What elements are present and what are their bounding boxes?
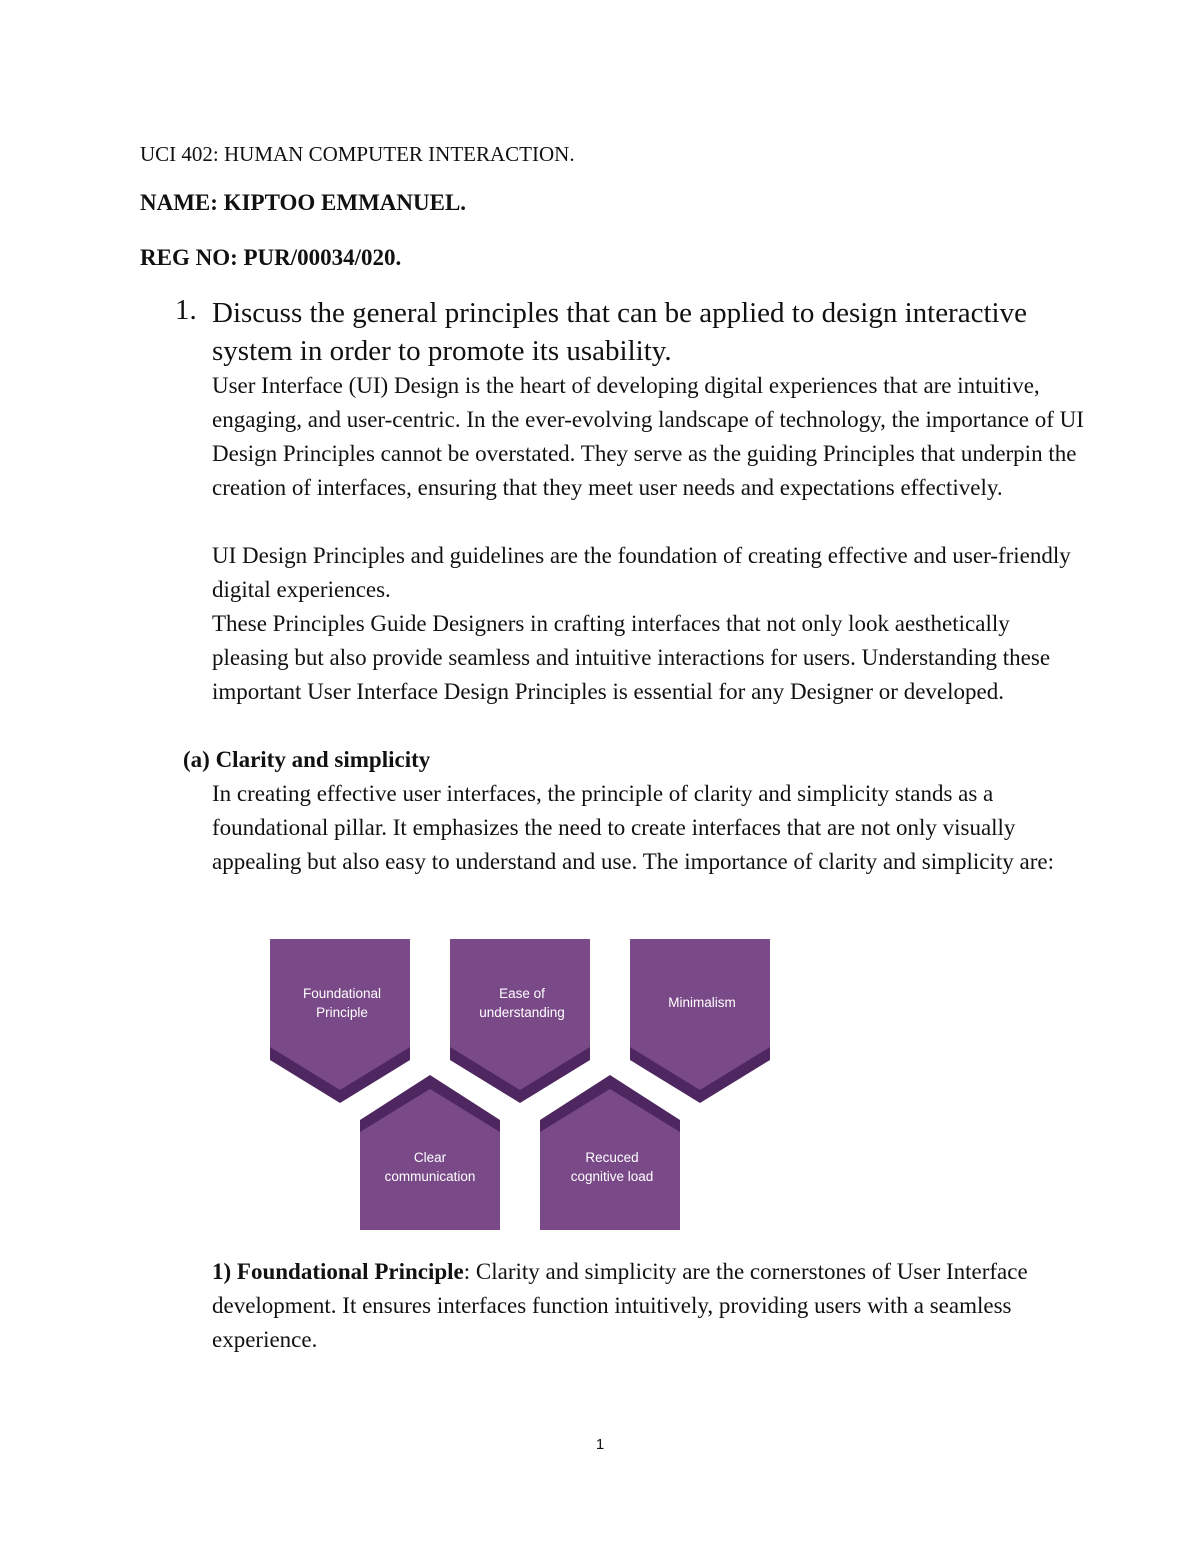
student-name: NAME: KIPTOO EMMANUEL. bbox=[140, 190, 467, 215]
badge-label-line2: Principle bbox=[316, 1005, 368, 1020]
question-text: Discuss the general principles that can be applied to design interactive system in order to promote its usability. bbox=[212, 297, 1027, 367]
clarity-diagram bbox=[258, 935, 788, 1235]
page-number: 1 bbox=[595, 1436, 605, 1453]
intro-paragraph-2: UI Design Principles and guidelines are the foundation of creating effective and user-friendly digital experiences. bbox=[212, 543, 1071, 602]
clarity-diagram-svg bbox=[258, 935, 788, 1235]
badge-label-line1: Foundational bbox=[302, 986, 382, 1001]
badge-clear-communication bbox=[360, 1075, 500, 1230]
question-number: 1. bbox=[175, 294, 197, 326]
intro-paragraph-1: User Interface (UI) Design is the heart of developing digital experiences that are intuitive, engaging, and user-centric. In the ever-evolving landscape of technology, the importance of UI Design Principles cannot be overstated. They serve as the guiding Principles that underpin the creation of interfaces, ensuring that they meet user needs and expectations effectively. bbox=[212, 373, 1084, 500]
badge-minimalism bbox=[630, 939, 770, 1103]
section-a-body: In creating effective user interfaces, the principle of clarity and simplicity stands as a foundational pillar. It emphasizes the need to create interfaces that are not only visually appealing but also easy to understand and use. The importance of clarity and simplicity are: bbox=[212, 781, 1055, 874]
badge-label-line2: communication bbox=[384, 1169, 476, 1184]
section-a-heading: (a) Clarity and simplicity bbox=[183, 747, 431, 772]
badge-label-line1: Ease of bbox=[499, 986, 545, 1001]
point-1-text: : Clarity and simplicity are the cornerstones of User Interface development. It ensures interfaces function intuitively, providing users with a seamless experience. bbox=[212, 1259, 1028, 1352]
badge-label-line1: Minimalism bbox=[668, 995, 736, 1010]
point-1-paragraph bbox=[212, 1255, 1092, 1357]
badge-reduced-cognitive-load bbox=[540, 1075, 680, 1230]
badge-label-line2: understanding bbox=[479, 1005, 565, 1020]
course-title: UCI 402: HUMAN COMPUTER INTERACTION. bbox=[140, 142, 575, 166]
registration-number: REG NO: PUR/00034/020. bbox=[140, 245, 402, 270]
badge-label-line1: Recuced bbox=[585, 1150, 639, 1165]
badge-label-line1: Clear bbox=[413, 1150, 447, 1165]
badge-foundational-principle bbox=[270, 939, 410, 1103]
badge-ease-of-understanding bbox=[450, 939, 590, 1103]
point-1-label: 1) Foundational Principle bbox=[212, 1259, 464, 1284]
intro-paragraph-3: These Principles Guide Designers in crafting interfaces that not only look aesthetically pleasing but also provide seamless and intuitive interactions for users. Understanding these important User Interface Design Principles is essential for any Designer or developed. bbox=[212, 611, 1051, 704]
badge-label-line2: cognitive load bbox=[570, 1169, 654, 1184]
